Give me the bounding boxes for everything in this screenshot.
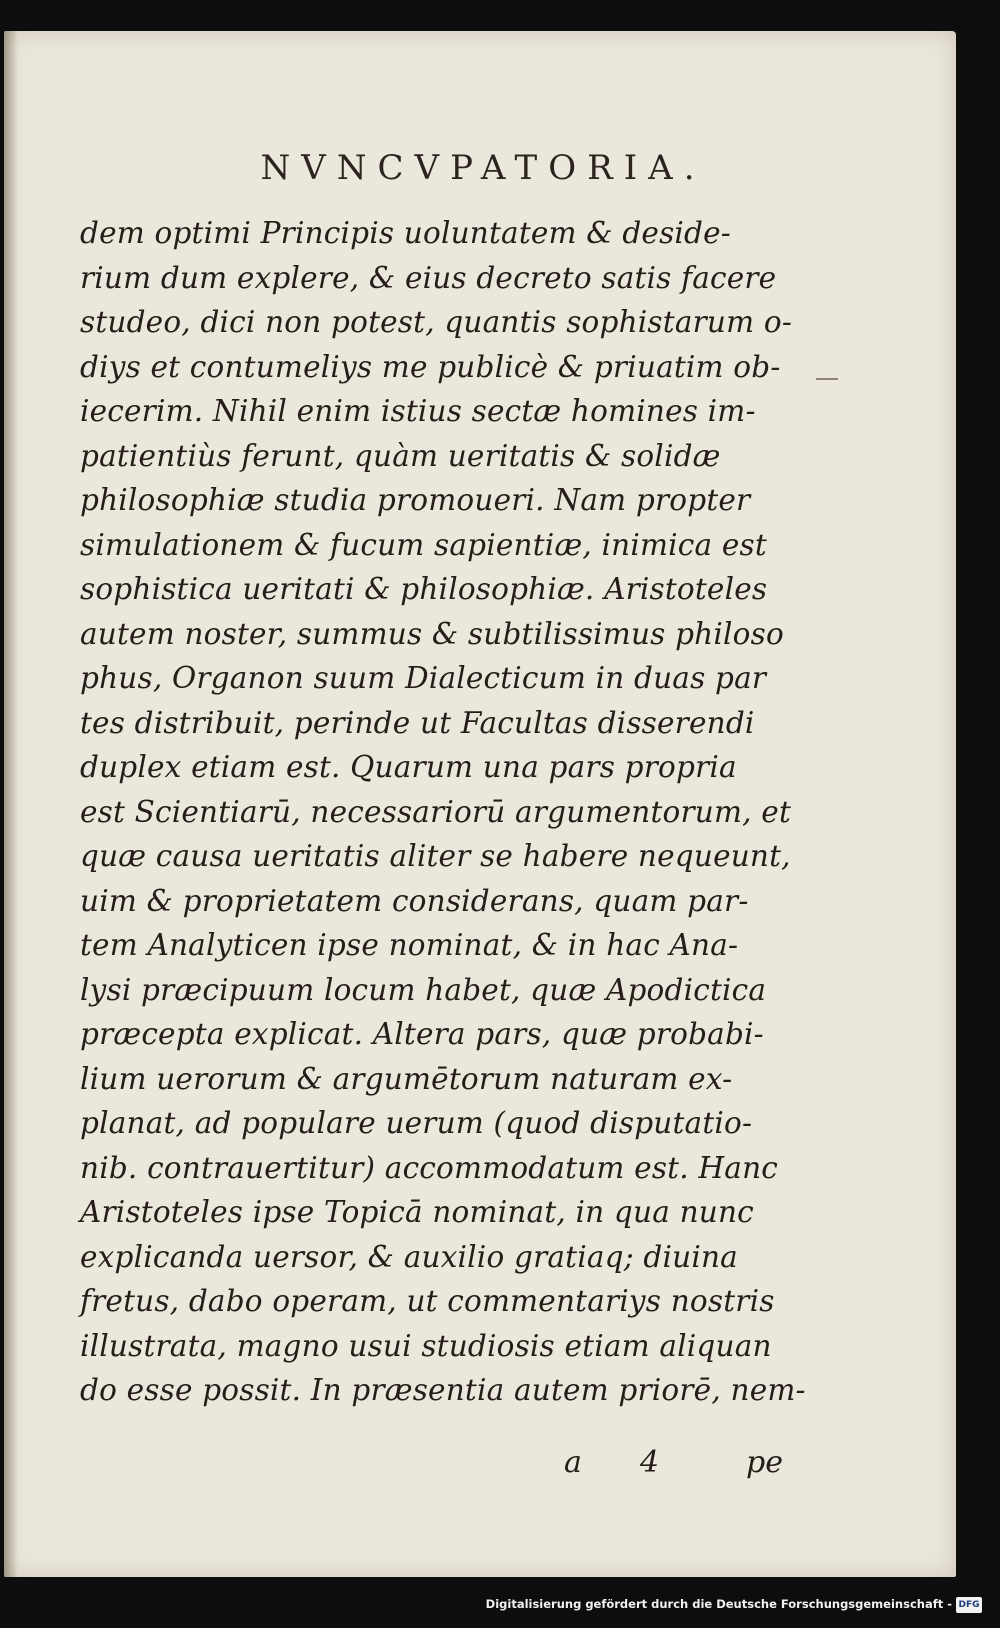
margin-mark [816,378,838,380]
text-line: quæ causa ueritatis aliter se habere nequeunt, [80,839,791,873]
text-line: philosophiæ studia promoueri. Nam propter [80,483,751,517]
text-line: est Scientiarū, necessariorū argumentorum, et [80,794,792,829]
text-line: dem optimi Principis uoluntatem & deside- [80,216,731,250]
text-line: planat, ad populare uerum (quod disputatio- [80,1106,753,1140]
text-line: explicanda uersor, & auxilio gratiaq; diuina [80,1239,738,1274]
text-line: rium dum explere, & eius decreto satis facere [80,260,777,295]
text-line: tem Analyticen ipse nominat, & in hac Ana- [80,928,739,962]
text-line: illustrata, magno usui studiosis etiam aliquan [80,1328,772,1363]
text-line: iecerim. Nihil enim istius sectæ homines im- [80,394,756,428]
digitization-credit: Digitalisierung gefördert durch die Deutsche Forschungsgemeinschaft - [485,1597,952,1611]
text-line: do esse possit. In præsentia autem priorē, nem- [80,1373,806,1407]
text-line: lysi præcipuum locum habet, quæ Apodictica [80,972,767,1007]
text-line: autem noster, summus & subtilissimus philoso [80,616,784,651]
text-line: sophistica ueritati & philosophiæ. Aristoteles [80,572,768,606]
signature-mark: a [564,1445,582,1480]
text-line: fretus, dabo operam, ut commentariys nostris [80,1284,775,1318]
text-line: tes distribuit, perinde ut Facultas disserendi [80,705,755,740]
book-page [4,31,956,1577]
text-line: phus, Organon suum Dialecticum in duas par [80,661,767,695]
signature-line [564,1441,784,1485]
text-line: duplex etiam est. Quarum una pars propria [80,750,737,784]
text-line: lium uerorum & argumētorum naturam ex- [80,1061,733,1096]
text-line: patientiùs ferunt, quàm ueritatis & solidæ [80,438,721,473]
text-line: Aristoteles ipse Topicā nominat, in qua nunc [80,1195,754,1229]
text-line: præcepta explicat. Altera pars, quæ probabi- [80,1017,764,1051]
text-line: diys et contumeliys me publicè & priuatim ob- [80,349,781,384]
text-line: nib. contrauertitur) accommodatum est. Hanc [80,1150,779,1185]
text-line: studeo, dici non potest, quantis sophistarum o- [80,305,792,339]
signature-number: 4 [640,1445,660,1480]
text-line: simulationem & fucum sapientiæ, inimica est [80,527,767,562]
running-head: NVNCVPATORIA. [260,148,706,188]
dfg-logo: DFG [956,1597,982,1613]
text-block [80,211,806,1413]
text-line: uim & proprietatem considerans, quam par- [80,883,749,918]
catchword: pe [746,1445,783,1480]
